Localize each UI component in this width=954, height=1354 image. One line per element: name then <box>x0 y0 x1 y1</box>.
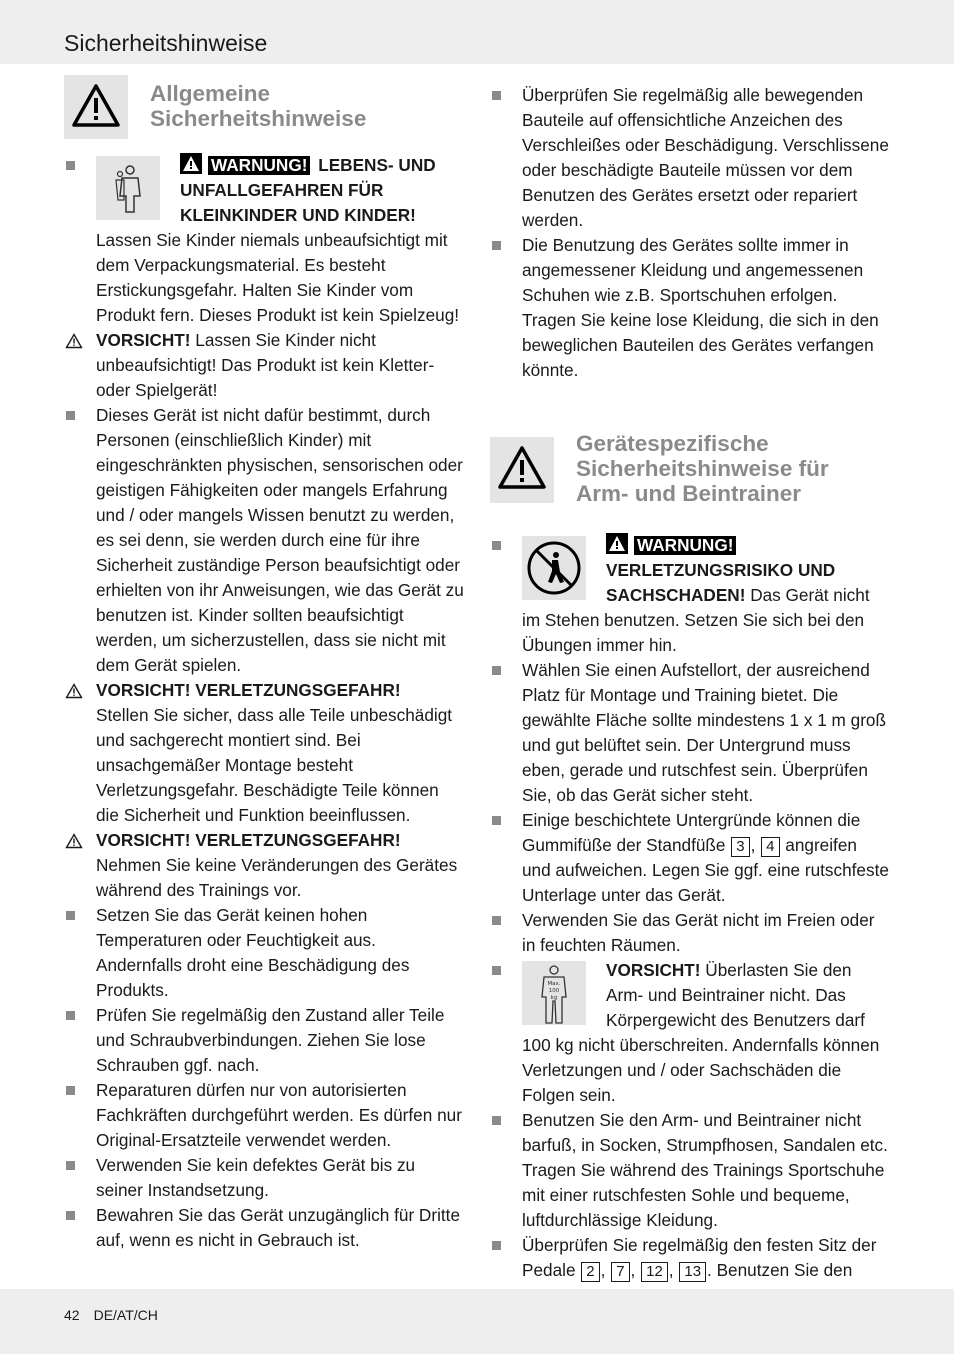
caution-text: Lassen Sie Kinder nicht unbeaufsichtigt! Das Produkt ist kein Kletter- oder Spielgerät! <box>96 330 435 400</box>
list-item-text: Benutzen Sie den Arm- und Beintrainer nicht barfuß, in Socken, Strumpfhosen, Sandalen etc. Tragen Sie während des Trainings Sportschuhe mit einer rutschfesten Sohle und bequeme, luftdurchlässige Kleidung. <box>522 1110 888 1230</box>
bullet-icon <box>492 1241 501 1250</box>
part-ref: 13 <box>679 1262 706 1282</box>
list-item-children-warning <box>64 153 464 328</box>
warning-text: Das Gerät nicht im Stehen benutzen. Setzen Sie sich bei den Übungen immer hin. <box>522 585 870 655</box>
caution-item-assembly <box>64 678 464 828</box>
bullet-icon <box>66 1086 75 1095</box>
warning-heading: VERLETZUNGSRISIKO UND SACHSCHADEN! <box>606 560 836 605</box>
bullet-icon <box>66 911 75 920</box>
part-ref: 3 <box>731 837 749 857</box>
right-column <box>490 83 890 1308</box>
bullet-icon <box>66 1011 75 1020</box>
list-item <box>64 1153 464 1203</box>
warning-triangle-icon <box>64 75 128 139</box>
list-item <box>490 83 890 233</box>
list-item-text: Überprüfen Sie regelmäßig alle bewegenden Bauteile auf offensichtliche Anzeichen des Verschleißes oder Beschädigung. Verschlissene oder beschädigte Bauteile müssen vor dem Benutzen des Gerätes ersetzt oder repariert werden. <box>522 85 889 230</box>
warning-icon <box>180 153 202 174</box>
caution-triangle-icon <box>65 683 83 699</box>
bullet-icon <box>66 411 75 420</box>
list-item-feet <box>490 808 890 908</box>
caution-triangle-icon <box>65 833 83 849</box>
bullet-icon <box>66 1211 75 1220</box>
caution-text: Überlasten Sie den Arm- und Beintrainer nicht. Das Körpergewicht des Benutzers darf 100 kg nicht überschreiten. Andernfalls können Verletzungen und / oder Sachschäden die Folgen sein. <box>522 960 880 1105</box>
list-item <box>64 1203 464 1253</box>
part-ref: 4 <box>761 837 779 857</box>
bullet-icon <box>66 161 75 170</box>
caution-heading: VORSICHT! VERLETZUNGSGEFAHR! <box>96 830 401 850</box>
part-ref: 7 <box>611 1262 629 1282</box>
part-ref: 2 <box>581 1262 599 1282</box>
warning-icon <box>606 533 628 554</box>
caution-text: Nehmen Sie keine Veränderungen des Gerätes während des Trainings vor. <box>96 855 458 900</box>
list-item <box>64 1003 464 1078</box>
list-item-text: angreifen und aufweichen. Legen Sie ggf. eine rutschfeste Unterlage unter das Gerät. <box>522 835 889 905</box>
list-item <box>490 1108 890 1233</box>
list-item-text: Einige beschichtete Untergründe können die Gummifüße der Standfüße <box>522 810 861 855</box>
list-item-text: Reparaturen dürfen nur von autorisierten Fachkräften durchgeführt werden. Es dürfen nur Original-Ersatzteile verwendet werden. <box>96 1080 462 1150</box>
list-item-text: Die Benutzung des Gerätes sollte immer in angemessener Kleidung und angemessenen Schuhen wie z.B. Sportschuhen erfolgen. Tragen Sie keine lose Kleidung, die sich in den beweglichen Bauteilen des Gerätes verfangen könnte. <box>522 235 879 380</box>
separator: , <box>600 1260 611 1280</box>
list-item-text: Wählen Sie einen Aufstellort, der ausreichend Platz für Montage und Training bietet. Die gewählte Fläche sollte mindestens 1 x 1 m groß und gut belüftet sein. Der Untergrund muss eben, gerade und rutschfest sein. Überprüfen Sie, ob das Gerät sicher steht. <box>522 660 886 805</box>
caution-item-children <box>64 328 464 403</box>
list-item <box>64 903 464 1003</box>
page-number: 42 <box>64 1307 80 1323</box>
region-label: DE/AT/CH <box>93 1307 158 1323</box>
list-item <box>490 658 890 808</box>
max-label: Max. <box>547 981 561 987</box>
list-item-text: Prüfen Sie regelmäßig den Zustand aller Teile und Schraubverbindungen. Ziehen Sie lose Schrauben ggf. nach. <box>96 1005 445 1075</box>
no-standing-icon <box>522 536 586 600</box>
list-item-text: Verwenden Sie kein defektes Gerät bis zu seiner Instandsetzung. <box>96 1155 416 1200</box>
warning-heading: LEBENS- UND UNFALLGEFAHREN FÜR KLEINKINDER UND KINDER! <box>180 155 436 225</box>
bullet-icon <box>492 916 501 925</box>
warning-text: Lassen Sie Kinder niemals unbeaufsichtigt mit dem Verpackungsmaterial. Es besteht Erstickungsgefahr. Halten Sie Kinder vom Produkt fern. Dieses Produkt ist kein Spielzeug! <box>96 230 460 325</box>
separator: , <box>750 835 761 855</box>
list-item-text: Verwenden Sie das Gerät nicht im Freien oder in feuchten Räumen. <box>522 910 875 955</box>
list-item-text: Dieses Gerät ist nicht dafür bestimmt, durch Personen (einschließlich Kinder) mit eingeschränkten physischen, sensorischen oder geistigen Fähigkeiten oder mangels Erfahrung und / oder mangels Wissen benutzt zu werden, es sei denn, sie werden durch eine für ihre Sicherheit zuständige Person beaufsichtigt oder erhielten von ihr Anweisungen, wie das Gerät zu benutzen ist. Kinder sollten beaufsichtigt werden, um sicherzustellen, dass sie nicht mit dem Gerät spielen. <box>96 405 464 675</box>
caution-triangle-icon <box>65 333 83 349</box>
bullet-icon <box>492 666 501 675</box>
list-item <box>64 403 464 678</box>
list-item-text: Bewahren Sie das Gerät unzugänglich für Dritte auf, wenn es nicht in Gebrauch ist. <box>96 1205 461 1250</box>
caution-heading: VORSICHT! VERLETZUNGSGEFAHR! <box>96 680 401 700</box>
section-title-device: Gerätespezifische Sicherheitshinweise für Arm- und Beintrainer <box>576 431 829 506</box>
section-header-device <box>490 431 890 506</box>
bullet-icon <box>492 541 501 550</box>
list-item-weight-caution <box>490 958 890 1108</box>
left-column <box>64 75 464 1253</box>
unit-label: kg <box>550 995 558 1001</box>
max-weight-icon <box>522 961 586 1025</box>
child-safety-icon <box>96 156 160 220</box>
list-item-text: Überprüfen Sie regelmäßig den festen Sitz der Pedale <box>522 1235 877 1280</box>
list-item-text: . Benutzen Sie den <box>707 1260 853 1280</box>
footer <box>64 1304 172 1326</box>
warning-tag: WARNUNG! <box>208 156 310 175</box>
bullet-icon <box>492 966 501 975</box>
caution-text: Stellen Sie sicher, dass alle Teile unbeschädigt und sachgerecht montiert sind. Bei unsachgemäßer Montage besteht Verletzungsgefahr. Beschädigte Teile können die Sicherheit und Funktion beeinflussen. <box>96 705 453 825</box>
page-title: Sicherheitshinweise <box>64 30 268 56</box>
bullet-icon <box>492 1116 501 1125</box>
bullet-icon <box>66 1161 75 1170</box>
part-ref: 12 <box>641 1262 668 1282</box>
weight-label: 100 <box>548 988 560 994</box>
list-item <box>64 1078 464 1153</box>
section-header-general <box>64 75 464 139</box>
list-item <box>490 233 890 383</box>
caution-heading: VORSICHT! <box>606 960 701 980</box>
list-item-text: Setzen Sie das Gerät keinen hohen Temperaturen oder Feuchtigkeit aus. Andernfalls droht eine Beschädigung des Produkts. <box>96 905 410 1000</box>
bullet-icon <box>492 816 501 825</box>
caution-heading: VORSICHT! <box>96 330 191 350</box>
bullet-icon <box>492 91 501 100</box>
caution-item-modifications <box>64 828 464 903</box>
warning-tag: WARNUNG! <box>634 536 736 555</box>
bullet-icon <box>492 241 501 250</box>
warning-triangle-icon <box>490 437 554 503</box>
list-item-standing-warning <box>490 533 890 658</box>
separator: , <box>668 1260 679 1280</box>
separator: , <box>630 1260 641 1280</box>
list-item <box>490 908 890 958</box>
section-title-general: Allgemeine Sicherheitshinweise <box>150 81 367 131</box>
